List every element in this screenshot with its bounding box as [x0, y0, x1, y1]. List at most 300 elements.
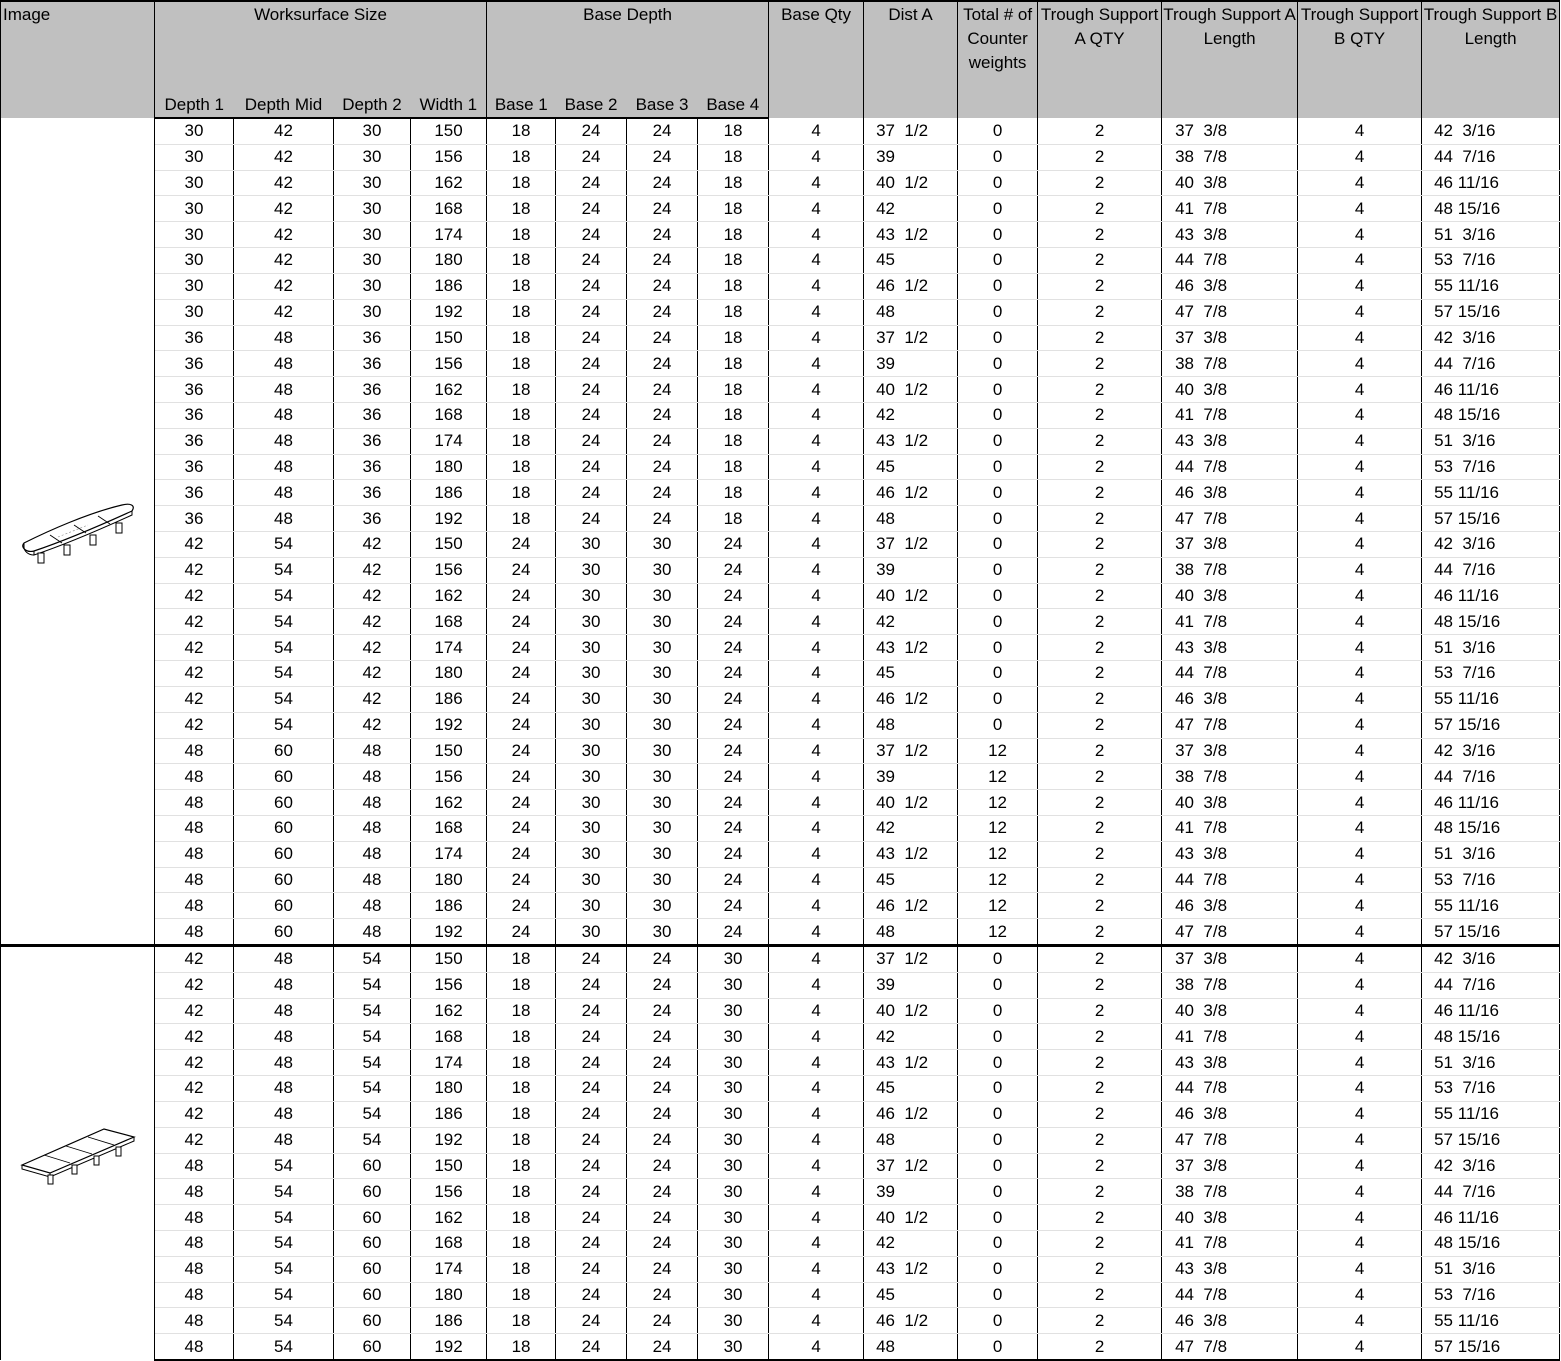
cell-base-qty: 4 — [769, 893, 864, 919]
cell-trough-a-qty: 2 — [1038, 1205, 1162, 1231]
cell-base-3: 30 — [627, 583, 698, 609]
cell-base-2: 24 — [556, 248, 627, 274]
cell-dist-a: 46 1/2 — [864, 686, 958, 712]
cell-trough-a-length: 43 3/8 — [1162, 1050, 1298, 1076]
cell-trough-a-length: 44 7/8 — [1162, 1076, 1298, 1102]
cell-trough-a-qty: 2 — [1038, 144, 1162, 170]
cell-trough-b-qty: 4 — [1298, 170, 1422, 196]
cell-trough-a-qty: 2 — [1038, 686, 1162, 712]
cell-depth-1: 30 — [155, 170, 234, 196]
cell-base-1: 24 — [487, 532, 556, 558]
table-row — [1, 738, 1560, 764]
cell-trough-a-length: 43 3/8 — [1162, 428, 1298, 454]
cell-base-3: 24 — [627, 1127, 698, 1153]
cell-counterweights: 12 — [958, 893, 1038, 919]
cell-dist-a: 43 1/2 — [864, 635, 958, 661]
cell-counterweights: 12 — [958, 790, 1038, 816]
cell-depth-1: 36 — [155, 480, 234, 506]
cell-base-1: 18 — [487, 946, 556, 973]
cell-base-2: 30 — [556, 815, 627, 841]
cell-trough-b-qty: 4 — [1298, 1334, 1422, 1360]
cell-base-4: 24 — [698, 635, 769, 661]
cell-width-1: 150 — [411, 738, 487, 764]
cell-base-4: 18 — [698, 273, 769, 299]
header-base-2: Base 2 — [556, 31, 627, 118]
cell-trough-a-qty: 2 — [1038, 170, 1162, 196]
cell-base-4: 30 — [698, 1282, 769, 1308]
cell-base-qty: 4 — [769, 325, 864, 351]
cell-base-4: 24 — [698, 790, 769, 816]
cell-base-qty: 4 — [769, 661, 864, 687]
cell-width-1: 186 — [411, 1308, 487, 1334]
cell-depth-mid: 48 — [234, 1024, 334, 1050]
cell-depth-mid: 54 — [234, 609, 334, 635]
header-trough-a-length: Trough Support A Length — [1162, 1, 1298, 118]
cell-base-3: 24 — [627, 402, 698, 428]
cell-base-2: 24 — [556, 377, 627, 403]
image-cell-group-2 — [1, 946, 155, 1361]
cell-trough-a-length: 47 7/8 — [1162, 712, 1298, 738]
cell-base-qty: 4 — [769, 402, 864, 428]
cell-base-qty: 4 — [769, 635, 864, 661]
cell-depth-2: 54 — [334, 998, 411, 1024]
cell-depth-2: 30 — [334, 196, 411, 222]
cell-trough-b-length: 42 3/16 — [1422, 1153, 1560, 1179]
cell-depth-mid: 54 — [234, 583, 334, 609]
cell-base-2: 24 — [556, 351, 627, 377]
cell-base-4: 24 — [698, 764, 769, 790]
table-row — [1, 144, 1560, 170]
cell-base-3: 30 — [627, 712, 698, 738]
cell-base-3: 24 — [627, 1179, 698, 1205]
cell-dist-a: 39 — [864, 1179, 958, 1205]
cell-trough-a-qty: 2 — [1038, 1282, 1162, 1308]
cell-dist-a: 42 — [864, 196, 958, 222]
cell-trough-b-length: 55 11/16 — [1422, 893, 1560, 919]
cell-trough-a-length: 37 3/8 — [1162, 946, 1298, 973]
cell-trough-a-length: 41 7/8 — [1162, 402, 1298, 428]
cell-depth-2: 54 — [334, 1050, 411, 1076]
cell-base-2: 24 — [556, 946, 627, 973]
cell-base-4: 18 — [698, 144, 769, 170]
cell-base-4: 30 — [698, 946, 769, 973]
cell-trough-b-qty: 4 — [1298, 661, 1422, 687]
cell-counterweights: 0 — [958, 248, 1038, 274]
cell-trough-b-length: 53 7/16 — [1422, 867, 1560, 893]
cell-depth-2: 36 — [334, 480, 411, 506]
cell-base-3: 30 — [627, 867, 698, 893]
cell-trough-b-length: 53 7/16 — [1422, 248, 1560, 274]
cell-base-3: 24 — [627, 480, 698, 506]
cell-base-qty: 4 — [769, 998, 864, 1024]
cell-base-qty: 4 — [769, 815, 864, 841]
cell-base-1: 24 — [487, 919, 556, 946]
cell-base-1: 24 — [487, 764, 556, 790]
cell-width-1: 162 — [411, 1205, 487, 1231]
cell-depth-mid: 60 — [234, 893, 334, 919]
cell-base-4: 24 — [698, 815, 769, 841]
cell-base-4: 18 — [698, 506, 769, 532]
cell-base-qty: 4 — [769, 532, 864, 558]
table-row — [1, 170, 1560, 196]
cell-depth-1: 42 — [155, 1024, 234, 1050]
cell-base-3: 30 — [627, 661, 698, 687]
cell-trough-b-length: 57 15/16 — [1422, 1334, 1560, 1360]
cell-trough-a-qty: 2 — [1038, 118, 1162, 144]
table-row — [1, 712, 1560, 738]
cell-depth-mid: 60 — [234, 867, 334, 893]
cell-trough-b-length: 53 7/16 — [1422, 661, 1560, 687]
cell-base-qty: 4 — [769, 557, 864, 583]
cell-base-4: 18 — [698, 248, 769, 274]
cell-depth-1: 36 — [155, 454, 234, 480]
cell-trough-a-qty: 2 — [1038, 1334, 1162, 1360]
cell-trough-a-qty: 2 — [1038, 532, 1162, 558]
cell-depth-2: 60 — [334, 1153, 411, 1179]
cell-dist-a: 48 — [864, 506, 958, 532]
cell-dist-a: 46 1/2 — [864, 1308, 958, 1334]
cell-depth-mid: 60 — [234, 815, 334, 841]
cell-base-qty: 4 — [769, 480, 864, 506]
cell-base-3: 24 — [627, 506, 698, 532]
cell-depth-2: 36 — [334, 325, 411, 351]
cell-counterweights: 0 — [958, 454, 1038, 480]
table-row — [1, 841, 1560, 867]
cell-depth-mid: 54 — [234, 1230, 334, 1256]
cell-base-qty: 4 — [769, 170, 864, 196]
cell-dist-a: 42 — [864, 815, 958, 841]
cell-depth-2: 54 — [334, 946, 411, 973]
cell-base-4: 18 — [698, 325, 769, 351]
cell-base-1: 24 — [487, 867, 556, 893]
cell-dist-a: 48 — [864, 299, 958, 325]
cell-depth-mid: 48 — [234, 1127, 334, 1153]
table-row — [1, 583, 1560, 609]
table-row — [1, 919, 1560, 946]
cell-base-3: 24 — [627, 377, 698, 403]
cell-depth-2: 60 — [334, 1256, 411, 1282]
cell-width-1: 156 — [411, 351, 487, 377]
table-row — [1, 325, 1560, 351]
cell-trough-b-qty: 4 — [1298, 998, 1422, 1024]
cell-base-1: 18 — [487, 1308, 556, 1334]
cell-trough-a-qty: 2 — [1038, 712, 1162, 738]
cell-depth-mid: 48 — [234, 454, 334, 480]
cell-dist-a: 37 1/2 — [864, 118, 958, 144]
cell-depth-2: 30 — [334, 248, 411, 274]
cell-base-2: 24 — [556, 1127, 627, 1153]
cell-width-1: 192 — [411, 712, 487, 738]
cell-width-1: 180 — [411, 867, 487, 893]
cell-counterweights: 0 — [958, 1127, 1038, 1153]
cell-trough-a-qty: 2 — [1038, 1050, 1162, 1076]
cell-trough-a-qty: 2 — [1038, 635, 1162, 661]
cell-base-1: 18 — [487, 170, 556, 196]
header-worksurface-size: Worksurface Size — [155, 1, 487, 31]
cell-base-3: 24 — [627, 144, 698, 170]
cell-base-2: 30 — [556, 893, 627, 919]
cell-depth-1: 42 — [155, 1076, 234, 1102]
cell-base-4: 30 — [698, 1334, 769, 1360]
cell-trough-a-qty: 2 — [1038, 325, 1162, 351]
cell-dist-a: 45 — [864, 1076, 958, 1102]
cell-base-2: 24 — [556, 1153, 627, 1179]
cell-depth-mid: 54 — [234, 1205, 334, 1231]
cell-width-1: 186 — [411, 1101, 487, 1127]
cell-base-1: 24 — [487, 841, 556, 867]
cell-base-qty: 4 — [769, 790, 864, 816]
cell-width-1: 174 — [411, 428, 487, 454]
cell-trough-a-qty: 2 — [1038, 661, 1162, 687]
cell-base-qty: 4 — [769, 1282, 864, 1308]
header-counterweights: Total # of Counter weights — [958, 1, 1038, 118]
cell-base-4: 18 — [698, 196, 769, 222]
cell-base-4: 18 — [698, 170, 769, 196]
table-row — [1, 635, 1560, 661]
cell-trough-b-length: 48 15/16 — [1422, 815, 1560, 841]
cell-trough-a-length: 47 7/8 — [1162, 1334, 1298, 1360]
cell-counterweights: 0 — [958, 1076, 1038, 1102]
cell-depth-mid: 48 — [234, 1050, 334, 1076]
cell-base-3: 24 — [627, 972, 698, 998]
cell-depth-mid: 54 — [234, 1256, 334, 1282]
cell-trough-a-length: 37 3/8 — [1162, 532, 1298, 558]
cell-trough-a-qty: 2 — [1038, 557, 1162, 583]
table-row — [1, 351, 1560, 377]
cell-depth-2: 42 — [334, 532, 411, 558]
cell-dist-a: 43 1/2 — [864, 841, 958, 867]
cell-base-1: 18 — [487, 428, 556, 454]
table-row — [1, 815, 1560, 841]
cell-counterweights: 0 — [958, 712, 1038, 738]
cell-depth-2: 54 — [334, 1101, 411, 1127]
cell-trough-a-length: 44 7/8 — [1162, 454, 1298, 480]
cell-trough-a-qty: 2 — [1038, 273, 1162, 299]
cell-depth-1: 42 — [155, 972, 234, 998]
cell-base-4: 24 — [698, 919, 769, 946]
cell-base-3: 24 — [627, 428, 698, 454]
cell-depth-2: 48 — [334, 841, 411, 867]
cell-base-3: 24 — [627, 299, 698, 325]
cell-trough-b-length: 53 7/16 — [1422, 1282, 1560, 1308]
cell-base-2: 24 — [556, 402, 627, 428]
cell-trough-a-qty: 2 — [1038, 1101, 1162, 1127]
cell-base-3: 30 — [627, 557, 698, 583]
cell-dist-a: 42 — [864, 402, 958, 428]
cell-width-1: 150 — [411, 325, 487, 351]
cell-depth-2: 54 — [334, 1024, 411, 1050]
cell-trough-b-qty: 4 — [1298, 325, 1422, 351]
cell-depth-2: 48 — [334, 790, 411, 816]
cell-base-4: 24 — [698, 532, 769, 558]
cell-depth-1: 48 — [155, 1153, 234, 1179]
table-row — [1, 661, 1560, 687]
cell-counterweights: 0 — [958, 635, 1038, 661]
cell-trough-b-qty: 4 — [1298, 919, 1422, 946]
cell-base-4: 24 — [698, 557, 769, 583]
cell-base-2: 24 — [556, 480, 627, 506]
cell-trough-a-length: 46 3/8 — [1162, 480, 1298, 506]
cell-depth-1: 42 — [155, 557, 234, 583]
cell-base-4: 24 — [698, 867, 769, 893]
cell-base-qty: 4 — [769, 428, 864, 454]
cell-trough-b-length: 53 7/16 — [1422, 454, 1560, 480]
cell-base-3: 24 — [627, 1308, 698, 1334]
cell-depth-1: 30 — [155, 248, 234, 274]
cell-depth-1: 30 — [155, 144, 234, 170]
cell-base-1: 24 — [487, 686, 556, 712]
cell-base-3: 24 — [627, 998, 698, 1024]
cell-width-1: 168 — [411, 815, 487, 841]
cell-width-1: 156 — [411, 144, 487, 170]
cell-trough-a-length: 38 7/8 — [1162, 972, 1298, 998]
cell-depth-2: 30 — [334, 118, 411, 144]
cell-trough-b-qty: 4 — [1298, 790, 1422, 816]
cell-counterweights: 0 — [958, 196, 1038, 222]
cell-trough-a-length: 41 7/8 — [1162, 1024, 1298, 1050]
cell-base-qty: 4 — [769, 738, 864, 764]
cell-trough-a-qty: 2 — [1038, 1024, 1162, 1050]
cell-width-1: 162 — [411, 377, 487, 403]
cell-trough-a-length: 37 3/8 — [1162, 1153, 1298, 1179]
cell-depth-1: 42 — [155, 1127, 234, 1153]
cell-depth-1: 42 — [155, 609, 234, 635]
cell-base-1: 18 — [487, 273, 556, 299]
cell-base-1: 18 — [487, 196, 556, 222]
cell-base-4: 30 — [698, 1050, 769, 1076]
cell-trough-a-length: 37 3/8 — [1162, 118, 1298, 144]
cell-counterweights: 0 — [958, 480, 1038, 506]
cell-depth-1: 42 — [155, 635, 234, 661]
cell-depth-mid: 48 — [234, 1101, 334, 1127]
cell-depth-2: 36 — [334, 377, 411, 403]
table-row — [1, 1256, 1560, 1282]
cell-width-1: 156 — [411, 972, 487, 998]
cell-depth-1: 30 — [155, 273, 234, 299]
cell-base-4: 24 — [698, 841, 769, 867]
cell-trough-b-qty: 4 — [1298, 480, 1422, 506]
cell-base-1: 18 — [487, 506, 556, 532]
table-row — [1, 402, 1560, 428]
cell-base-4: 18 — [698, 454, 769, 480]
cell-base-qty: 4 — [769, 118, 864, 144]
cell-base-4: 24 — [698, 738, 769, 764]
cell-base-2: 30 — [556, 919, 627, 946]
cell-trough-b-length: 51 3/16 — [1422, 841, 1560, 867]
cell-trough-b-length: 55 11/16 — [1422, 1101, 1560, 1127]
cell-counterweights: 0 — [958, 273, 1038, 299]
cell-depth-2: 60 — [334, 1308, 411, 1334]
cell-trough-b-qty: 4 — [1298, 1127, 1422, 1153]
cell-base-qty: 4 — [769, 1024, 864, 1050]
cell-trough-b-qty: 4 — [1298, 1153, 1422, 1179]
cell-trough-b-qty: 4 — [1298, 196, 1422, 222]
cell-base-2: 30 — [556, 557, 627, 583]
cell-base-1: 18 — [487, 402, 556, 428]
header-trough-b-qty: Trough Support B QTY — [1298, 1, 1422, 118]
cell-depth-mid: 42 — [234, 144, 334, 170]
cell-depth-2: 42 — [334, 609, 411, 635]
cell-trough-a-length: 38 7/8 — [1162, 351, 1298, 377]
cell-trough-b-length: 51 3/16 — [1422, 1050, 1560, 1076]
cell-trough-b-length: 42 3/16 — [1422, 946, 1560, 973]
header-depth-mid: Depth Mid — [234, 31, 334, 118]
cell-base-3: 24 — [627, 1205, 698, 1231]
cell-trough-b-length: 42 3/16 — [1422, 532, 1560, 558]
cell-dist-a: 39 — [864, 972, 958, 998]
cell-depth-mid: 48 — [234, 1076, 334, 1102]
cell-depth-2: 42 — [334, 557, 411, 583]
cell-trough-b-length: 46 11/16 — [1422, 998, 1560, 1024]
cell-dist-a: 39 — [864, 764, 958, 790]
cell-depth-mid: 54 — [234, 532, 334, 558]
table-row — [1, 1230, 1560, 1256]
cell-width-1: 168 — [411, 1024, 487, 1050]
cell-base-2: 30 — [556, 661, 627, 687]
cell-depth-mid: 60 — [234, 790, 334, 816]
cell-base-1: 24 — [487, 712, 556, 738]
cell-trough-b-qty: 4 — [1298, 506, 1422, 532]
cell-base-3: 30 — [627, 609, 698, 635]
cell-depth-mid: 48 — [234, 351, 334, 377]
cell-trough-a-length: 40 3/8 — [1162, 170, 1298, 196]
cell-base-2: 24 — [556, 196, 627, 222]
cell-trough-b-qty: 4 — [1298, 1282, 1422, 1308]
cell-dist-a: 42 — [864, 1024, 958, 1050]
cell-base-qty: 4 — [769, 351, 864, 377]
cell-base-2: 24 — [556, 118, 627, 144]
cell-base-qty: 4 — [769, 196, 864, 222]
cell-base-2: 24 — [556, 1179, 627, 1205]
cell-dist-a: 45 — [864, 454, 958, 480]
header-dist-a: Dist A — [864, 1, 958, 118]
cell-counterweights: 0 — [958, 686, 1038, 712]
cell-base-qty: 4 — [769, 454, 864, 480]
cell-base-qty: 4 — [769, 1127, 864, 1153]
cell-trough-b-qty: 4 — [1298, 1050, 1422, 1076]
cell-base-qty: 4 — [769, 686, 864, 712]
cell-depth-mid: 48 — [234, 428, 334, 454]
cell-base-1: 18 — [487, 454, 556, 480]
cell-dist-a: 39 — [864, 351, 958, 377]
cell-trough-a-length: 44 7/8 — [1162, 867, 1298, 893]
cell-base-qty: 4 — [769, 712, 864, 738]
cell-counterweights: 0 — [958, 557, 1038, 583]
cell-depth-1: 30 — [155, 299, 234, 325]
table-row — [1, 1282, 1560, 1308]
cell-base-2: 30 — [556, 609, 627, 635]
cell-depth-2: 30 — [334, 299, 411, 325]
table-row — [1, 946, 1560, 973]
cell-base-1: 24 — [487, 790, 556, 816]
cell-base-3: 30 — [627, 790, 698, 816]
cell-counterweights: 0 — [958, 1050, 1038, 1076]
cell-depth-2: 54 — [334, 1076, 411, 1102]
boat-shaped-conference-table-icon — [18, 491, 138, 571]
cell-depth-1: 48 — [155, 1256, 234, 1282]
cell-dist-a: 45 — [864, 248, 958, 274]
cell-trough-a-length: 44 7/8 — [1162, 248, 1298, 274]
cell-dist-a: 40 1/2 — [864, 377, 958, 403]
cell-base-2: 24 — [556, 1256, 627, 1282]
header-base-depth: Base Depth — [487, 1, 769, 31]
cell-base-2: 30 — [556, 738, 627, 764]
cell-trough-b-qty: 4 — [1298, 273, 1422, 299]
cell-width-1: 192 — [411, 1334, 487, 1360]
cell-counterweights: 0 — [958, 946, 1038, 973]
cell-trough-a-length: 38 7/8 — [1162, 764, 1298, 790]
header-image: Image — [1, 1, 155, 118]
